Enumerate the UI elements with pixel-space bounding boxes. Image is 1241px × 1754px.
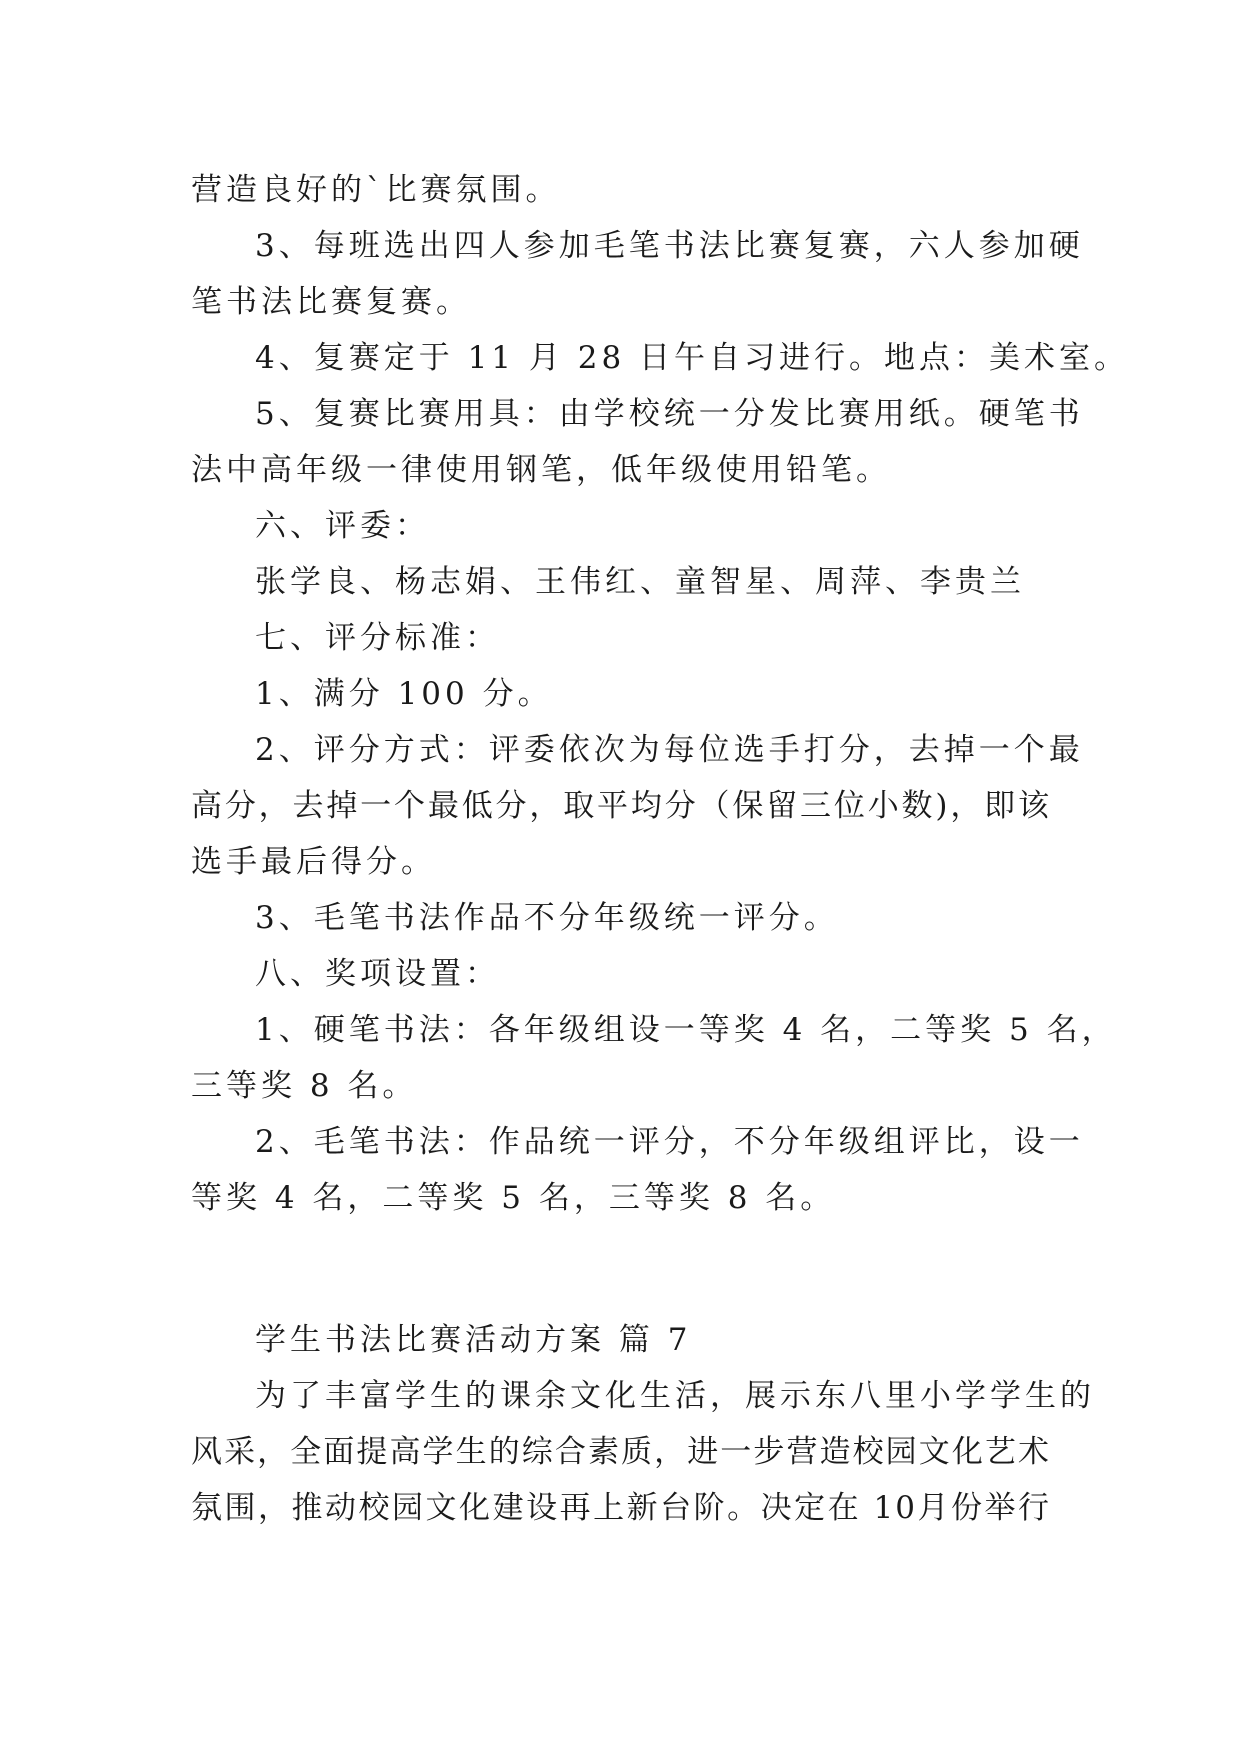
text-line: 张学良、杨志娟、王伟红、童智星、周萍、李贵兰 — [255, 564, 1025, 600]
text-line: 氛围，推动校园文化建设再上新台阶。决定在 10月份举行 — [191, 1490, 1051, 1526]
section-heading: 六、评委： — [255, 508, 430, 544]
text-line: 2、毛笔书法：作品统一评分，不分年级组评比，设一 — [255, 1124, 1084, 1160]
text-line: 等奖 4 名，二等奖 5 名，三等奖 8 名。 — [191, 1180, 836, 1216]
text-line: 风采，全面提高学生的综合素质，进一步营造校园文化艺术 — [191, 1434, 1051, 1470]
text-line: 5、复赛比赛用具：由学校统一分发比赛用纸。硬笔书 — [255, 396, 1084, 432]
article-title: 学生书法比赛活动方案 篇 7 — [255, 1322, 692, 1358]
text-line: 三等奖 8 名。 — [191, 1068, 418, 1104]
text-line: 1、满分 100 分。 — [255, 676, 553, 712]
text-line: 营造良好的`比赛氛围。 — [191, 172, 561, 208]
text-line: 2、评分方式：评委依次为每位选手打分，去掉一个最 — [255, 732, 1084, 768]
text-line: 高分，去掉一个最低分，取平均分（保留三位小数)，即该 — [191, 788, 1051, 824]
text-line: 选手最后得分。 — [191, 844, 436, 880]
text-line: 1、硬笔书法：各年级组设一等奖 4 名，二等奖 5 名， — [255, 1012, 1117, 1048]
section-heading: 七、评分标准： — [255, 620, 500, 656]
text-line: 为了丰富学生的课余文化生活，展示东八里小学学生的 — [255, 1378, 1095, 1414]
text-line: 4、复赛定于 11 月 28 日午自习进行。地点：美术室。 — [255, 340, 1130, 376]
text-line: 3、每班选出四人参加毛笔书法比赛复赛，六人参加硬 — [255, 228, 1084, 264]
section-heading: 八、奖项设置： — [255, 956, 500, 992]
text-line: 3、毛笔书法作品不分年级统一评分。 — [255, 900, 839, 936]
text-line: 法中高年级一律使用钢笔，低年级使用铅笔。 — [191, 452, 891, 488]
text-line: 笔书法比赛复赛。 — [191, 284, 471, 320]
